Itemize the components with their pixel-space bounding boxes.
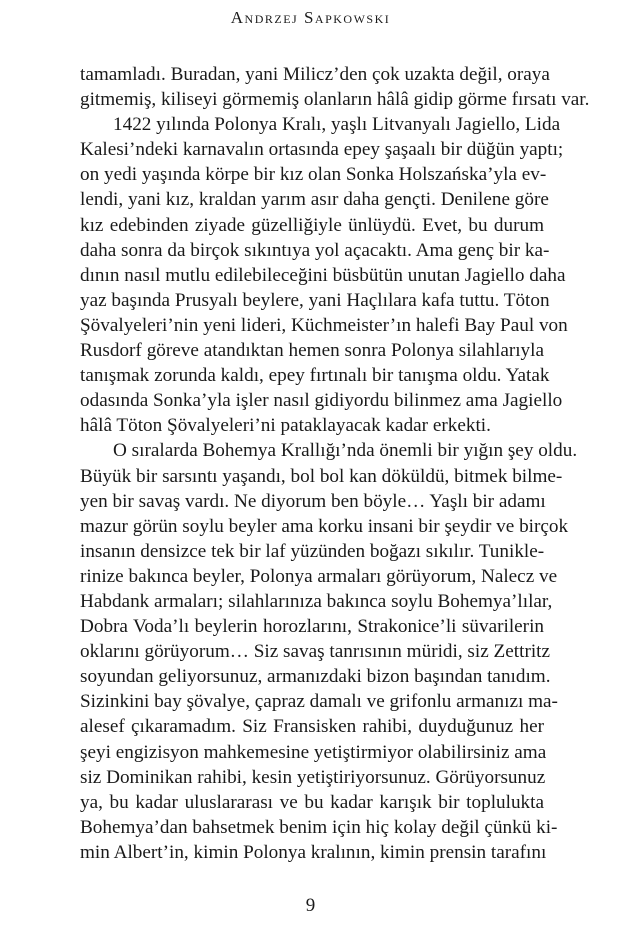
text-line: kız edebinden ziyade güzelliğiyle ünlüydü. Evet, bu durum: [80, 214, 544, 236]
text-line: mazur görün soylu beyler ama korku insani bir şeydir ve birçok: [80, 515, 569, 537]
text-line: yaz başında Prusyalı beylere, yani Haçlılara kafa tuttu. Töton: [80, 289, 550, 311]
body-text: [80, 62, 590, 865]
running-header: Andrzej Sapkowski: [230, 8, 391, 27]
text-line: dının nasıl mutlu edilebileceğini büsbütün unutan Jagiello daha: [80, 264, 566, 286]
text-line: lendi, yani kız, kraldan yarım asır daha gençti. Denilene göre: [80, 189, 549, 211]
text-line: daha sonra da birçok sıkıntıya yol açacaktı. Ama genç bir ka-: [80, 239, 550, 261]
text-line: Sizinkini bay şövalye, çapraz damalı ve grifonlu armanızı ma-: [80, 691, 558, 713]
text-line: gitmemiş, kiliseyi görmemiş olanların hâlâ gidip görme fırsatı var.: [80, 89, 590, 111]
text-line: 1422 yılında Polonya Kralı, yaşlı Litvanyalı Jagiello, Lida: [113, 114, 561, 136]
text-line: tamamladı. Buradan, yani Milicz’den çok uzakta değil, oraya: [80, 64, 550, 85]
text-line: Rusdorf göreve atandıktan hemen sonra Polonya silahlarıyla: [80, 340, 544, 362]
text-line: Kalesi’ndeki karnavalın ortasında epey şaşaalı bir düğün yaptı;: [80, 139, 564, 161]
text-line: siz Dominikan rahibi, kesin yetiştiriyorsunuz. Görüyorsunuz: [80, 766, 546, 788]
text-line: O sıralarda Bohemya Krallığı’nda önemli bir yığın şey oldu.: [113, 440, 578, 462]
page-number: 9: [305, 895, 316, 916]
text-line: Habdank armaları; silahlarınıza bakınca soylu Bohemya’lılar,: [80, 590, 553, 612]
text-line: Büyük bir sarsıntı yaşandı, bol bol kan döküldü, bitmek bilme-: [80, 465, 563, 487]
text-line: min Albert’in, kimin Polonya kralının, kimin prensin tarafını: [80, 841, 547, 863]
text-line: alesef çıkaramadım. Siz Fransisken rahibi, duyduğunuz her: [80, 716, 544, 738]
text-line: Şövalyeleri’nin yeni lideri, Küchmeister’ın halefi Bay Paul von: [80, 314, 568, 336]
text-line: soyundan geliyorsunuz, armanızdaki bizon başından tanıdım.: [80, 666, 551, 688]
text-line: hâlâ Töton Şövalyeleri’ni pataklayacak kadar erkekti.: [80, 415, 491, 437]
text-line: tanışmak zorunda kaldı, epey fırtınalı bir tanışma oldu. Yatak: [80, 365, 550, 387]
text-line: oklarını görüyorum… Siz savaş tanrısının müridi, siz Zettritz: [80, 641, 551, 663]
paragraph: [80, 438, 578, 865]
text-line: rinize bakınca beyler, Polonya armaları görüyorum, Nalecz ve: [80, 565, 558, 587]
text-line: yen bir savaş vardı. Ne diyorum ben böyle… Yaşlı bir adamı: [80, 490, 546, 512]
paragraph: [80, 112, 568, 438]
text-line: şeyi engizisyon mahkemesine yetiştirmiyor olabilirsiniz ama: [80, 741, 547, 763]
text-line: Dobra Voda’lı beylerin horozlarını, Strakonice’li süvarilerin: [80, 616, 544, 638]
text-line: odasında Sonka’yla işler nasıl gidiyordu bilinmez ama Jagiello: [80, 390, 563, 412]
text-line: on yedi yaşında körpe bir kız olan Sonka Holszańska’yla ev-: [80, 164, 547, 186]
text-line: insanın densizce tek bir laf yüzünden boğazı sıkılır. Tunikle-: [80, 540, 545, 562]
paragraph: [80, 62, 590, 112]
text-line: Bohemya’dan bahsetmek benim için hiç kolay değil çünkü ki-: [80, 816, 558, 838]
text-line: ya, bu kadar uluslararası ve bu kadar karışık bir toplulukta: [80, 791, 544, 813]
